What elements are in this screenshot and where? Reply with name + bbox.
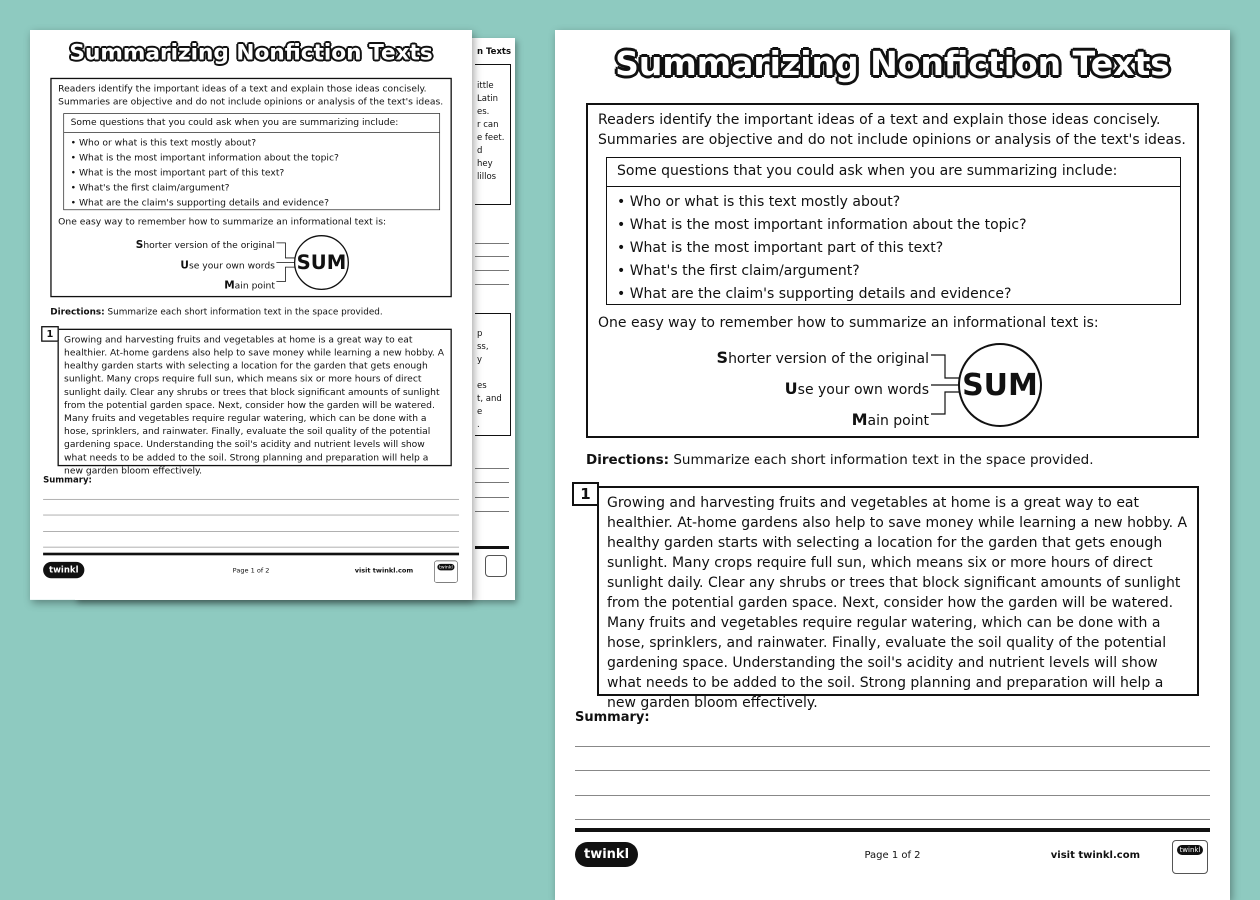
sum-circle: SUM: [294, 235, 349, 290]
item-number: 1: [41, 326, 59, 342]
easy-way-text: One easy way to remember how to summarize an informational text is:: [58, 216, 387, 228]
summary-line[interactable]: [575, 795, 1210, 796]
question-item: • What are the claim's supporting details and evidence?: [71, 196, 433, 211]
twinkl-logo: twinkl: [43, 562, 84, 578]
question-item: • What is the most important part of this text?: [617, 237, 1170, 260]
visit-link[interactable]: visit twinkl.com: [354, 567, 414, 575]
questions-header: Some questions that you could ask when you are summarizing include:: [64, 114, 439, 133]
footer-divider: [43, 553, 459, 556]
worksheet-page-preview-small-frame: [30, 30, 472, 600]
sum-labels: [136, 235, 275, 296]
sum-circle: SUM: [958, 343, 1042, 427]
question-item: • Who or what is this text mostly about?: [617, 191, 1170, 214]
intro-text: Readers identify the important ideas of a text and explain those ideas concisely. Summaries are objective and do not include opinions or analysis of the text's ideas.: [58, 83, 444, 108]
worksheet-page-preview-large: [555, 30, 1230, 900]
question-item: • What's the first claim/argument?: [71, 181, 433, 196]
questions-box: [63, 113, 440, 210]
summary-label: Summary:: [575, 710, 650, 725]
page-number: Page 1 of 2: [232, 567, 270, 575]
footer-divider: [575, 828, 1210, 832]
passage-box: Growing and harvesting fruits and vegetables at home is a great way to eat healthier. At-home gardens also help to save money while learning a new hobby. A healthy garden starts with selecting a location for the garden that gets enough sunlight. Many crops require full sun, which means six or more hours of direct sunlight daily. Clear any shrubs or trees that block significant amounts of sunlight from the potential garden space. Next, consider how the garden will be watered. Many fruits and vegetables require regular watering, which can be done with a hose, sprinklers, and rainwater. Finally, evaluate the soil quality of the potential gardening space. Understanding the soil's acidity and nutrient levels will show what needs to be added to the soil. Strong planning and preparation will help a new garden bloom effectively.: [58, 329, 452, 467]
question-item: • What are the claim's supporting details and evidence?: [617, 283, 1170, 306]
intro-box: [586, 103, 1199, 438]
summary-line[interactable]: [43, 515, 459, 516]
sum-label-s: Shorter version of the original: [135, 238, 275, 251]
summary-label: Summary:: [43, 475, 92, 486]
easy-way-text: One easy way to remember how to summarize an informational text is:: [598, 315, 1099, 331]
visit-link[interactable]: visit twinkl.com: [1050, 850, 1140, 861]
question-item: • What's the first claim/argument?: [617, 260, 1170, 283]
summary-line[interactable]: [575, 819, 1210, 820]
summary-line[interactable]: [43, 499, 459, 500]
sum-label-s: Shorter version of the original: [716, 348, 929, 367]
quality-badge-icon: twinkl: [434, 561, 458, 583]
intro-box: [50, 78, 452, 297]
directions: Directions: Summarize each short information text in the space provided.: [586, 452, 1094, 468]
quality-badge-icon: twinkl: [1172, 840, 1208, 874]
passage-box: Growing and harvesting fruits and vegetables at home is a great way to eat healthier. At-home gardens also help to save money while learning a new hobby. A healthy garden starts with selecting a location for the garden that gets enough sunlight. Many crops require full sun, which means six or more hours of direct sunlight daily. Clear any shrubs or trees that block significant amounts of sunlight from the potential garden space. Next, consider how the garden will be watered. Many fruits and vegetables require regular watering, which can be done with a hose, sprinklers, and rainwater. Finally, evaluate the soil quality of the potential gardening space. Understanding the soil's acidity and nutrient levels will show what needs to be added to the soil. Strong planning and preparation will help a new garden bloom effectively.: [597, 486, 1199, 696]
summary-line[interactable]: [43, 531, 459, 532]
question-item: • What is the most important information about the topic?: [617, 214, 1170, 237]
intro-text: Readers identify the important ideas of a text and explain those ideas concisely. Summaries are objective and do not include opinions or analysis of the text's ideas.: [598, 112, 1186, 148]
twinkl-logo: twinkl: [575, 842, 638, 867]
item-number: 1: [572, 482, 599, 506]
sum-label-u: Use your own words: [180, 258, 275, 272]
question-item: • What is the most important part of this text?: [71, 166, 433, 181]
back-box2-text: p ss, y es t, and e .: [477, 329, 502, 430]
directions: Directions: Summarize each short information text in the space provided.: [50, 306, 383, 317]
sum-label-m: Main point: [224, 278, 275, 292]
back-box1-text: ittle Latin es. r can e feet. d hey lillos: [477, 81, 505, 182]
page-number: Page 1 of 2: [864, 850, 921, 861]
question-item: • What is the most important information about the topic?: [71, 151, 433, 166]
worksheet-page-preview-small: [30, 30, 472, 600]
questions-box: [606, 157, 1181, 305]
back-badge-icon: [485, 555, 507, 577]
sum-labels: [717, 343, 929, 436]
sum-label-u: Use your own words: [784, 379, 929, 398]
summary-line[interactable]: [575, 770, 1210, 771]
summary-line[interactable]: [43, 547, 459, 548]
questions-header: Some questions that you could ask when you are summarizing include:: [607, 158, 1180, 187]
summary-line[interactable]: [575, 746, 1210, 747]
worksheet-title: Summarizing Nonfiction Texts: [69, 39, 433, 65]
worksheet-title: Summarizing Nonfiction Texts: [615, 44, 1170, 83]
back-title-fragment: n Texts: [477, 47, 512, 57]
question-item: • Who or what is this text mostly about?: [71, 135, 433, 150]
sum-label-m: Main point: [851, 410, 929, 429]
